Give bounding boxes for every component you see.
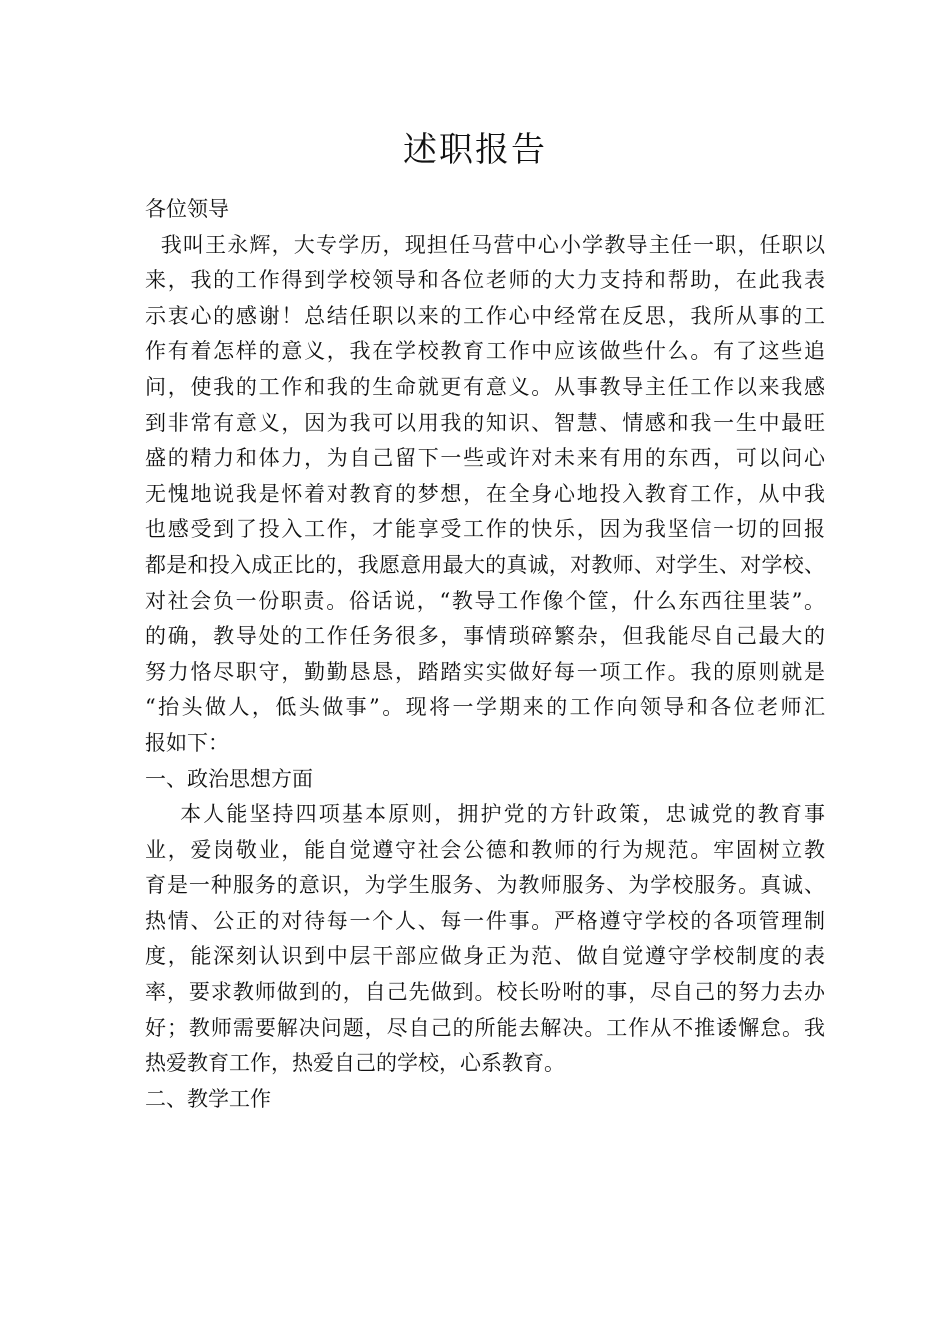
paragraph-line: 的确，教导处的工作任务很多，事情琐碎繁杂，但我能尽自己最大的 xyxy=(145,624,825,649)
salutation: 各位领导 xyxy=(145,197,229,221)
intro-paragraph xyxy=(145,228,825,762)
paragraph-line: 热爱教育工作，热爱自己的学校，心系教育。 xyxy=(145,1051,565,1076)
paragraph-line: 问，使我的工作和我的生命就更有意义。从事教导主任工作以来我感 xyxy=(145,374,825,399)
politics-paragraph xyxy=(145,797,825,1082)
paragraph-line: 热情、公正的对待每一个人、每一件事。严格遵守学校的各项管理制 xyxy=(145,908,825,933)
document-body xyxy=(145,192,825,1117)
paragraph-line: 盛的精力和体力，为自己留下一些或许对未来有用的东西，可以问心 xyxy=(145,446,825,471)
paragraph-line: 业，爱岗敬业，能自觉遵守社会公德和教师的行为规范。牢固树立教 xyxy=(145,837,825,862)
section-heading-politics: 一、政治思想方面 xyxy=(145,766,313,791)
paragraph-line: 本人能坚持四项基本原则，拥护党的方针政策，忠诚党的教育事 xyxy=(145,802,825,827)
paragraph-line: 率，要求教师做到的，自己先做到。校长吩咐的事，尽自己的努力去办 xyxy=(145,980,825,1005)
paragraph-line: “抬头做人，低头做事”。现将一学期来的工作向领导和各位老师汇 xyxy=(145,695,825,720)
paragraph-line: 都是和投入成正比的，我愿意用最大的真诚，对教师、对学生、对学校、 xyxy=(145,552,825,577)
paragraph-line: 也感受到了投入工作，才能享受工作的快乐，因为我坚信一切的回报 xyxy=(145,517,825,542)
section-heading-teaching: 二、教学工作 xyxy=(145,1086,271,1111)
paragraph-line: 报如下： xyxy=(145,730,229,755)
page-title: 述职报告 xyxy=(403,130,547,170)
paragraph-line: 我叫王永辉，大专学历，现担任马营中心小学教导主任一职，任职以 xyxy=(145,232,825,257)
paragraph-line: 作有着怎样的意义，我在学校教育工作中应该做些什么。有了这些追 xyxy=(145,339,825,364)
paragraph-line: 好；教师需要解决问题，尽自己的所能去解决。工作从不推诿懈怠。我 xyxy=(145,1015,825,1040)
paragraph-line: 对社会负一份职责。俗话说，“教导工作像个筐，什么东西往里装”。 xyxy=(145,588,825,613)
paragraph-line: 育是一种服务的意识，为学生服务、为教师服务、为学校服务。真诚、 xyxy=(145,873,825,898)
paragraph-line: 努力恪尽职守，勤勤恳恳，踏踏实实做好每一项工作。我的原则就是 xyxy=(145,659,825,684)
paragraph-line: 度，能深刻认识到中层干部应做身正为范、做自觉遵守学校制度的表 xyxy=(145,944,825,969)
paragraph-line: 无愧地说我是怀着对教育的梦想，在全身心地投入教育工作，从中我 xyxy=(145,481,825,506)
paragraph-line: 示衷心的感谢！总结任职以来的工作心中经常在反思，我所从事的工 xyxy=(145,303,825,328)
paragraph-line: 到非常有意义，因为我可以用我的知识、智慧、情感和我一生中最旺 xyxy=(145,410,825,435)
paragraph-line: 来，我的工作得到学校领导和各位老师的大力支持和帮助，在此我表 xyxy=(145,268,825,293)
